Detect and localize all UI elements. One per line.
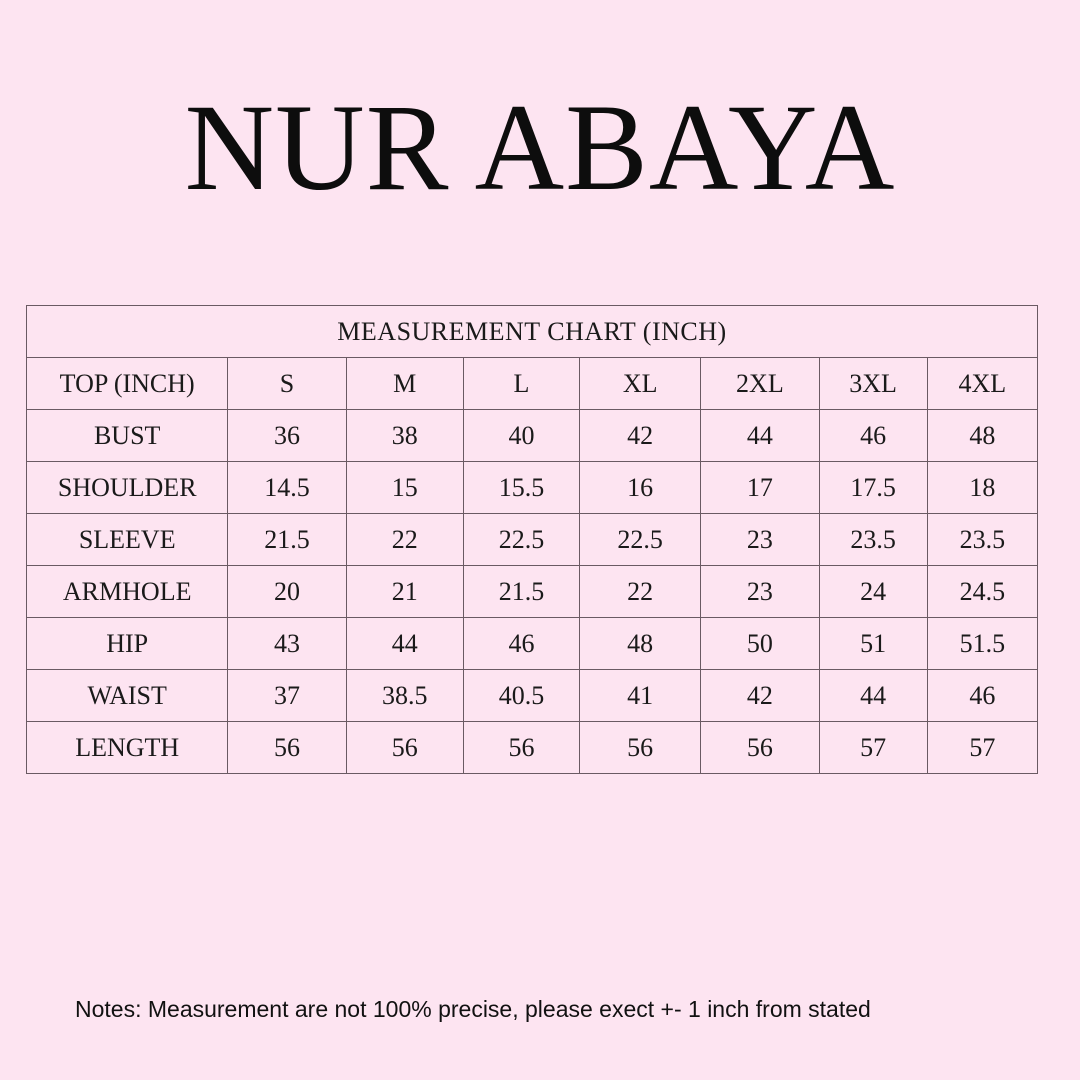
size-value-cell: 17.5 bbox=[819, 462, 927, 514]
size-value-cell: 22.5 bbox=[463, 514, 579, 566]
size-value-cell: 57 bbox=[819, 722, 927, 774]
chart-row bbox=[27, 722, 1038, 774]
size-value-cell: 46 bbox=[819, 410, 927, 462]
size-value-cell: 46 bbox=[463, 618, 579, 670]
row-label-cell: HIP bbox=[27, 618, 228, 670]
size-value-cell: 23 bbox=[701, 514, 819, 566]
size-value-cell: 56 bbox=[580, 722, 701, 774]
size-value-cell: 15.5 bbox=[463, 462, 579, 514]
size-value-cell: 44 bbox=[701, 410, 819, 462]
row-label-cell: ARMHOLE bbox=[27, 566, 228, 618]
header-label-cell: TOP (INCH) bbox=[27, 358, 228, 410]
size-header-cell: 3XL bbox=[819, 358, 927, 410]
measurement-chart-table bbox=[26, 305, 1038, 774]
size-value-cell: 43 bbox=[228, 618, 346, 670]
chart-row bbox=[27, 462, 1038, 514]
chart-row bbox=[27, 670, 1038, 722]
chart-row bbox=[27, 514, 1038, 566]
measurement-note: Notes: Measurement are not 100% precise, please exect +- 1 inch from stated bbox=[75, 996, 871, 1022]
size-header-cell: 2XL bbox=[701, 358, 819, 410]
size-value-cell: 41 bbox=[580, 670, 701, 722]
size-header-cell: 4XL bbox=[927, 358, 1037, 410]
size-value-cell: 40.5 bbox=[463, 670, 579, 722]
chart-caption-row bbox=[27, 306, 1038, 358]
size-value-cell: 56 bbox=[701, 722, 819, 774]
size-value-cell: 17 bbox=[701, 462, 819, 514]
size-value-cell: 46 bbox=[927, 670, 1037, 722]
size-value-cell: 18 bbox=[927, 462, 1037, 514]
chart-row bbox=[27, 618, 1038, 670]
size-value-cell: 51 bbox=[819, 618, 927, 670]
size-value-cell: 15 bbox=[346, 462, 463, 514]
size-header-cell: L bbox=[463, 358, 579, 410]
size-value-cell: 24 bbox=[819, 566, 927, 618]
chart-row bbox=[27, 410, 1038, 462]
row-label-cell: LENGTH bbox=[27, 722, 228, 774]
size-value-cell: 48 bbox=[580, 618, 701, 670]
size-header-cell: M bbox=[346, 358, 463, 410]
size-value-cell: 57 bbox=[927, 722, 1037, 774]
size-value-cell: 23.5 bbox=[819, 514, 927, 566]
row-label-cell: WAIST bbox=[27, 670, 228, 722]
size-value-cell: 22 bbox=[580, 566, 701, 618]
size-value-cell: 14.5 bbox=[228, 462, 346, 514]
size-value-cell: 44 bbox=[346, 618, 463, 670]
size-value-cell: 56 bbox=[346, 722, 463, 774]
size-value-cell: 23.5 bbox=[927, 514, 1037, 566]
size-value-cell: 21.5 bbox=[228, 514, 346, 566]
chart-caption: MEASUREMENT CHART (INCH) bbox=[27, 306, 1038, 358]
size-value-cell: 56 bbox=[463, 722, 579, 774]
size-header-cell: XL bbox=[580, 358, 701, 410]
size-value-cell: 48 bbox=[927, 410, 1037, 462]
size-value-cell: 42 bbox=[701, 670, 819, 722]
size-value-cell: 36 bbox=[228, 410, 346, 462]
chart-header-row bbox=[27, 358, 1038, 410]
brand-title: NUR ABAYA bbox=[184, 79, 896, 216]
size-value-cell: 20 bbox=[228, 566, 346, 618]
size-value-cell: 42 bbox=[580, 410, 701, 462]
row-label-cell: SLEEVE bbox=[27, 514, 228, 566]
size-value-cell: 22.5 bbox=[580, 514, 701, 566]
row-label-cell: BUST bbox=[27, 410, 228, 462]
size-value-cell: 23 bbox=[701, 566, 819, 618]
size-value-cell: 38.5 bbox=[346, 670, 463, 722]
row-label-cell: SHOULDER bbox=[27, 462, 228, 514]
size-value-cell: 21 bbox=[346, 566, 463, 618]
size-header-cell: S bbox=[228, 358, 346, 410]
size-value-cell: 56 bbox=[228, 722, 346, 774]
size-value-cell: 44 bbox=[819, 670, 927, 722]
size-value-cell: 40 bbox=[463, 410, 579, 462]
size-value-cell: 22 bbox=[346, 514, 463, 566]
size-value-cell: 21.5 bbox=[463, 566, 579, 618]
size-value-cell: 51.5 bbox=[927, 618, 1037, 670]
chart-row bbox=[27, 566, 1038, 618]
size-value-cell: 38 bbox=[346, 410, 463, 462]
size-value-cell: 50 bbox=[701, 618, 819, 670]
size-value-cell: 24.5 bbox=[927, 566, 1037, 618]
size-value-cell: 16 bbox=[580, 462, 701, 514]
size-value-cell: 37 bbox=[228, 670, 346, 722]
